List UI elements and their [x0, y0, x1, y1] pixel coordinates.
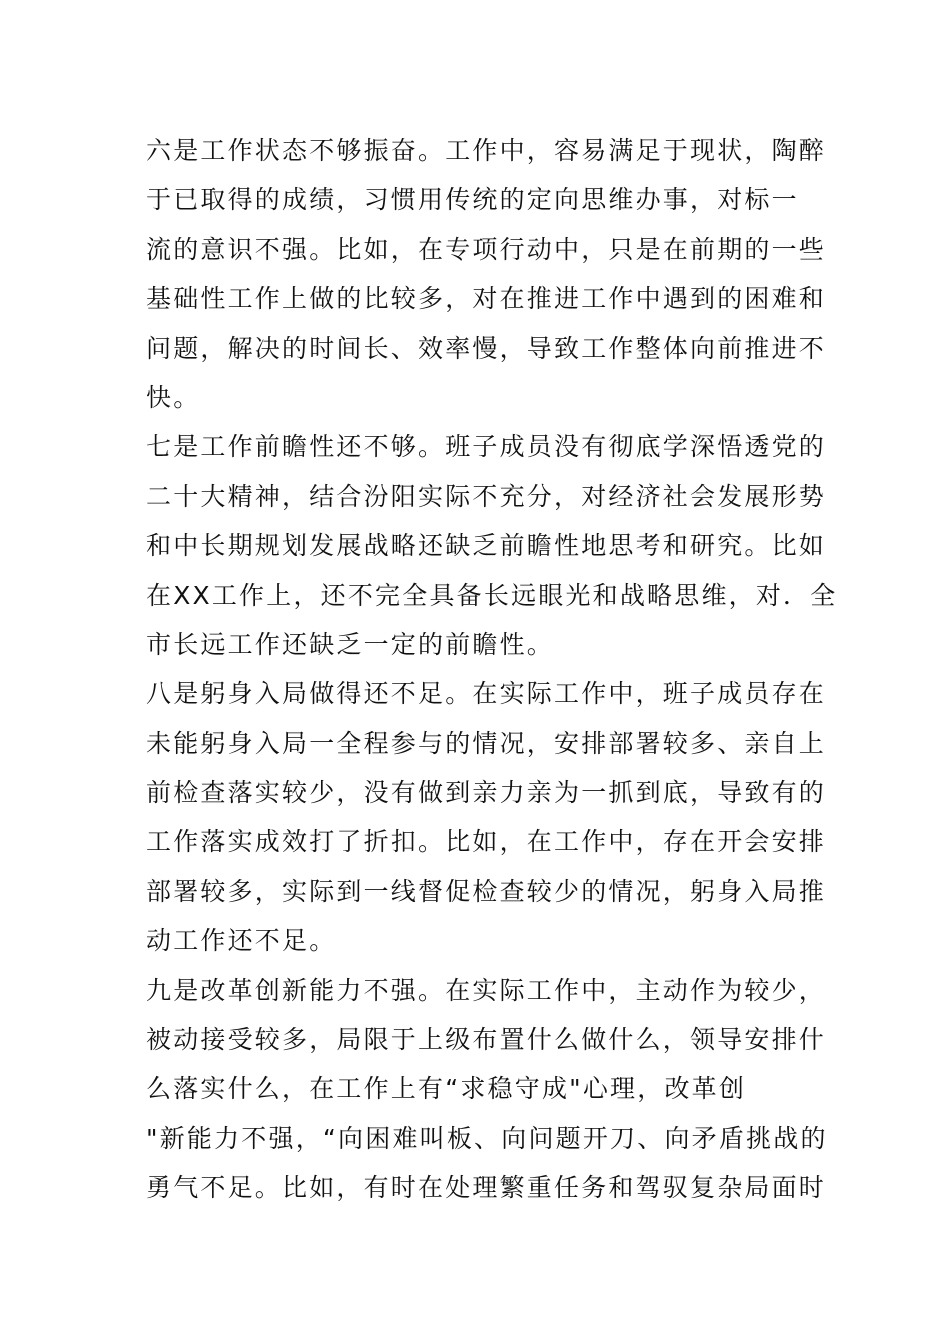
text-line: 六是工作状态不够振奋。工作中，容易满足于现状，陶醉	[146, 136, 827, 165]
text-line: 和中长期规划发展战略还缺乏前瞻性地思考和研究。比如	[146, 531, 827, 561]
text-line: 基础性工作上做的比较多，对在推进工作中遇到的困难和	[146, 284, 827, 314]
text-line: 么落实什么，在工作上有“求稳守成"心理，改革创	[146, 1074, 747, 1104]
text-line: 被动接受较多，局限于上级布置什么做什么，领导安排什	[146, 1025, 827, 1055]
text-line: 在XX工作上，还不完全具备长远眼光和战略思维，对．全	[146, 580, 838, 610]
text-line: 七是工作前瞻性还不够。班子成员没有彻底学深悟透党的	[146, 432, 827, 462]
text-line: 流的意识不强。比如，在专项行动中，只是在前期的一些	[146, 234, 827, 264]
text-line: 动工作还不足。	[146, 926, 337, 956]
text-line: 九是改革创新能力不强。在实际工作中，主动作为较少，	[146, 975, 827, 1005]
text-line: 于已取得的成绩，习惯用传统的定向思维办事，对标一	[146, 185, 799, 215]
text-line: 快。	[146, 382, 201, 412]
text-line: 部署较多，实际到一线督促检查较少的情况，躬身入局推	[146, 876, 827, 906]
text-line: 勇气不足。比如，有时在处理繁重任务和驾驭复杂局面时	[146, 1173, 827, 1203]
text-line: "新能力不强，“向困难叫板、向问题开刀、向矛盾挑战的	[146, 1123, 828, 1153]
text-line: 前检查落实较少，没有做到亲力亲为一抓到底，导致有的	[146, 778, 827, 808]
text-line: 市长远工作还缺乏一定的前瞻性。	[146, 629, 555, 659]
text-line: 问题，解决的时间长、效率慢，导致工作整体向前推进不	[146, 333, 827, 363]
text-line: 工作落实成效打了折扣。比如，在工作中，存在开会安排	[146, 827, 827, 857]
text-line: 二十大精神，结合汾阳实际不充分，对经济社会发展形势	[146, 481, 827, 511]
text-line: 八是躬身入局做得还不足。在实际工作中，班子成员存在	[146, 679, 827, 709]
document-body	[146, 126, 838, 1213]
text-line: 未能躬身入局一全程参与的情况，安排部署较多、亲自上	[146, 728, 827, 758]
